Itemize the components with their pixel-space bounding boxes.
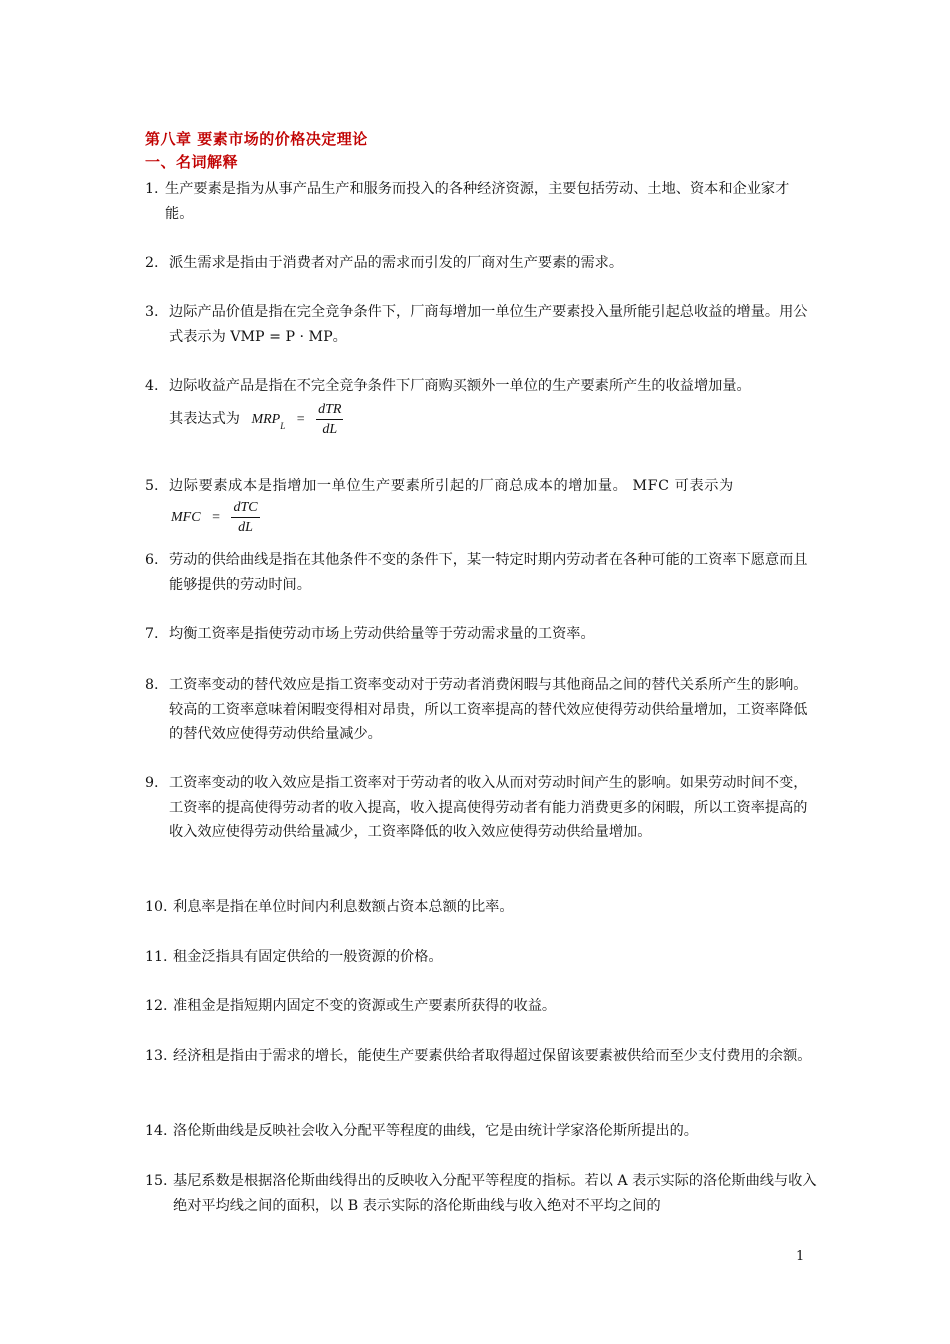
list-item [145, 177, 817, 226]
item-text: 利息率是指在单位时间内利息数额占资本总额的比率。 [173, 899, 514, 915]
formula-lhs: MRP [251, 412, 281, 428]
list-item [145, 1119, 817, 1144]
list-item [145, 895, 817, 920]
formula-equals: = [296, 412, 305, 428]
item-text: 边际产品价值是指在完全竞争条件下，厂商每增加一单位生产要素投入量所能引起总收益的增量。用公式表示为 VMP = P · MP。 [169, 304, 808, 345]
list-item [145, 251, 817, 276]
item-text: 均衡工资率是指使劳动市场上劳动供给量等于劳动需求量的工资率。 [169, 626, 595, 642]
section-title: 一、名词解释 [145, 153, 239, 171]
page-number: 1 [796, 1249, 805, 1264]
list-item [145, 300, 817, 349]
formula-numerator: dTR [316, 402, 343, 420]
item-text: 基尼系数是根据洛伦斯曲线得出的反映收入分配平等程度的指标。若以 A 表示实际的洛伦斯曲线与收入绝对平均线之间的面积，以 B 表示实际的洛伦斯曲线与收入绝对不平均之间的 [173, 1173, 817, 1214]
list-item [145, 1044, 817, 1069]
chapter-title: 第八章 要素市场的价格决定理论 [145, 130, 368, 148]
item-number: 3. [145, 304, 159, 320]
item-number: 11. [145, 949, 168, 965]
item-text: 租金泛指具有固定供给的一般资源的价格。 [173, 949, 443, 965]
item-text: 生产要素是指为从事产品生产和服务而投入的各种经济资源，主要包括劳动、土地、资本和企业家才能。 [165, 181, 790, 222]
formula-fraction [231, 500, 259, 536]
item-text: 边际收益产品是指在不完全竞争条件下厂商购买额外一单位的生产要素所产生的收益增加量。 [169, 378, 751, 394]
list-item [145, 622, 817, 647]
item-number: 1. [145, 181, 159, 197]
formula-equals: = [212, 510, 220, 526]
formula-subscript: L [280, 421, 286, 432]
item-text: 准租金是指短期内固定不变的资源或生产要素所获得的收益。 [173, 998, 557, 1014]
item-number: 4. [145, 378, 159, 394]
item-number: 5. [145, 478, 159, 494]
item-text: 洛伦斯曲线是反映社会收入分配平等程度的曲线，它是由统计学家洛伦斯所提出的。 [173, 1123, 698, 1139]
item-number: 8. [145, 677, 159, 693]
item-number: 6. [145, 552, 159, 568]
list-item [145, 945, 817, 970]
list-item [145, 1169, 817, 1218]
item-text: 派生需求是指由于消费者对产品的需求而引发的厂商对生产要素的需求。 [169, 255, 624, 271]
item-number: 9. [145, 775, 159, 791]
list-item [145, 771, 817, 845]
formula-lhs: MFC [171, 510, 201, 526]
item-number: 14. [145, 1123, 168, 1139]
formula-numerator: dTC [231, 500, 259, 518]
item-number: 7. [145, 626, 159, 642]
item-number: 13. [145, 1048, 168, 1064]
list-item [145, 994, 817, 1019]
formula-mfc [171, 500, 260, 536]
formula-mrp [169, 402, 343, 438]
item-number: 12. [145, 998, 168, 1014]
item-text: 劳动的供给曲线是指在其他条件不变的条件下，某一特定时期内劳动者在各种可能的工资率下愿意而且能够提供的劳动时间。 [169, 552, 808, 593]
formula-fraction [316, 402, 343, 438]
item-number: 15. [145, 1173, 168, 1189]
item-text: 工资率变动的替代效应是指工资率变动对于劳动者消费闲暇与其他商品之间的替代关系所产生的影响。较高的工资率意味着闲暇变得相对昂贵，所以工资率提高的替代效应使得劳动供给量增加，工资率降低的替代效应使得劳动供给量减少。 [169, 677, 808, 742]
list-item [145, 548, 817, 597]
formula-lead-text: 其表达式为 [169, 411, 240, 428]
list-item [145, 673, 817, 747]
item-number: 2. [145, 255, 159, 271]
item-text: 经济租是指由于需求的增长，能使生产要素供给者取得超过保留该要素被供给而至少支付费用的余额。 [173, 1048, 812, 1064]
list-item [145, 474, 817, 499]
formula-denominator: dL [322, 422, 338, 437]
item-text: 边际要素成本是指增加一单位生产要素所引起的厂商总成本的增加量。 MFC 可表示为 [169, 478, 734, 494]
item-number: 10. [145, 899, 168, 915]
list-item [145, 374, 820, 399]
item-text: 工资率变动的收入效应是指工资率对于劳动者的收入从而对劳动时间产生的影响。如果劳动时间不变，工资率的提高使得劳动者的收入提高，收入提高使得劳动者有能力消费更多的闲暇，所以工资率提高的收入效应使得劳动供给量减少，工资率降低的收入效应使得劳动供给量增加。 [169, 775, 808, 840]
formula-denominator: dL [238, 520, 253, 535]
